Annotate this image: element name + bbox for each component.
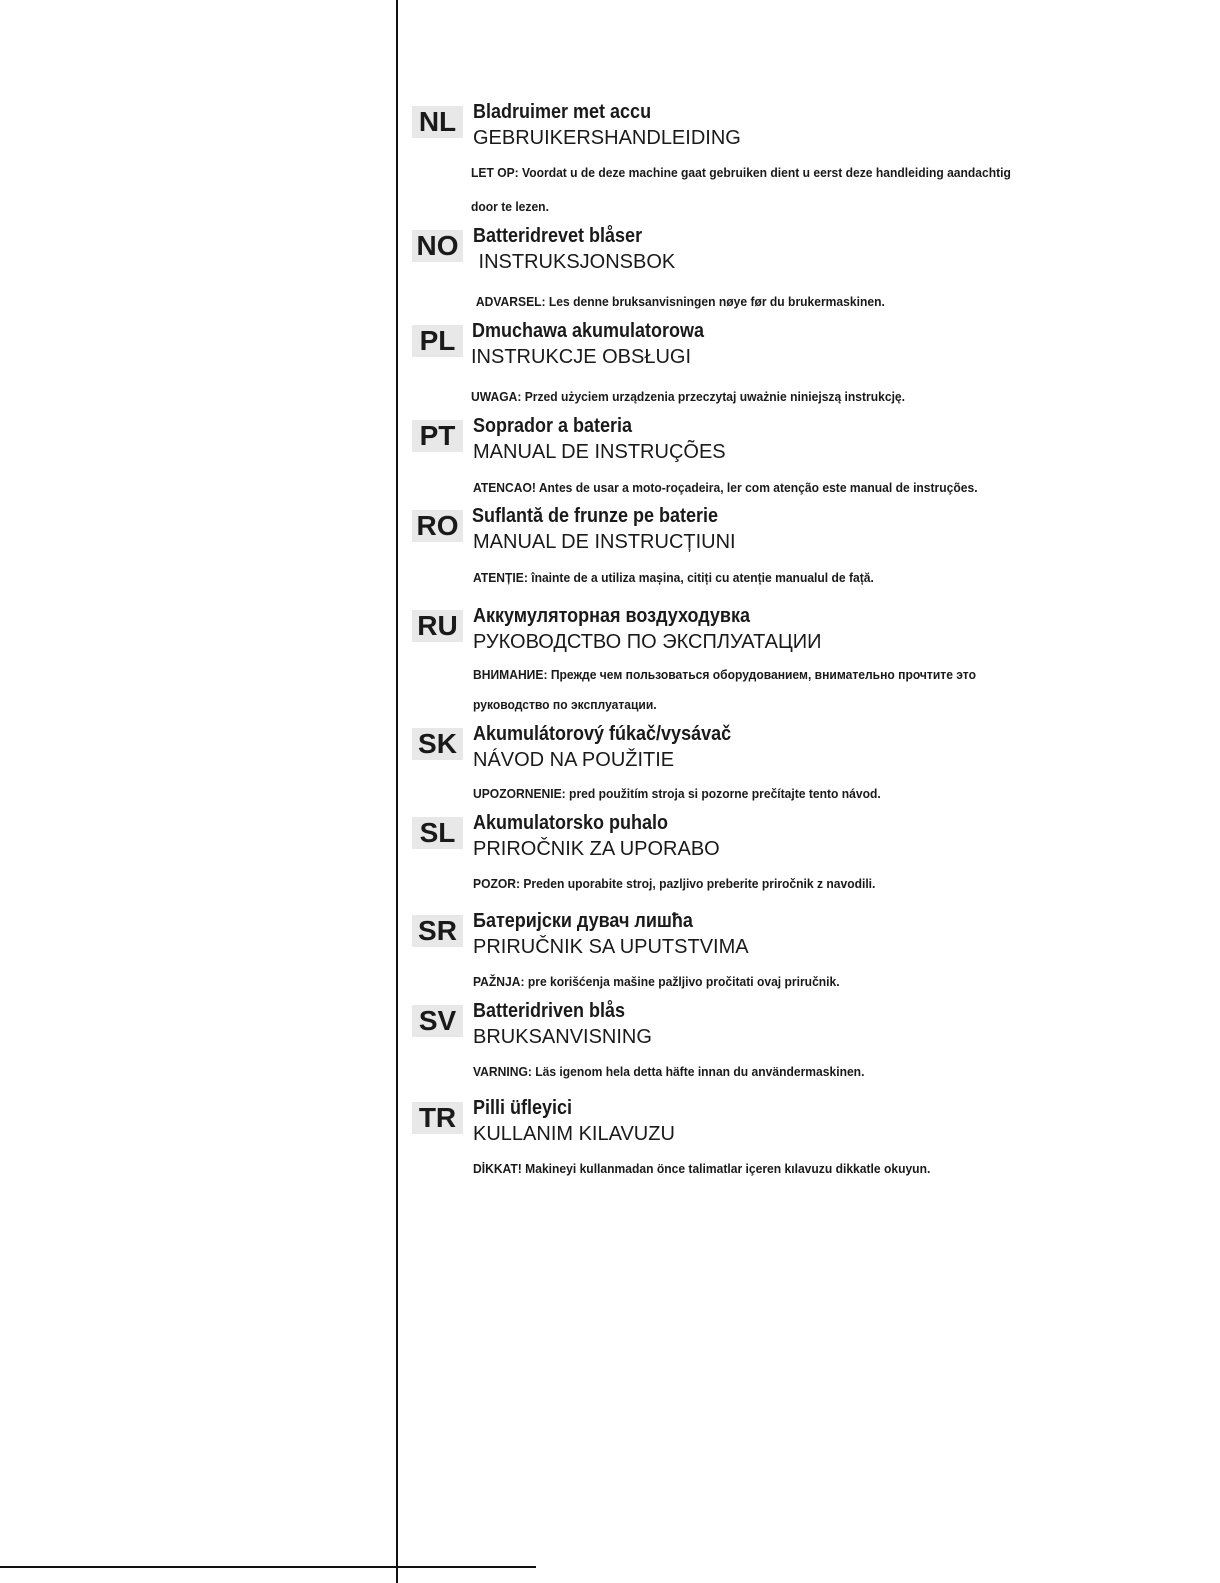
product-title: Akumulátorový fúkač/vysávač bbox=[473, 723, 732, 745]
warning-text: DİKKAT! Makineyi kullanmadan önce talimatlar içeren kılavuzu dikkatle okuyun. bbox=[473, 1161, 931, 1176]
language-code: TR bbox=[412, 1102, 463, 1134]
language-code: RO bbox=[412, 510, 463, 542]
page-divider-vertical bbox=[396, 0, 398, 1583]
warning-text: ATENȚIE: înainte de a utiliza mașina, citiți cu atenție manualul de față. bbox=[473, 570, 874, 585]
product-title: Batteridriven blås bbox=[473, 1000, 626, 1022]
manual-subtitle: NÁVOD NA POUŽITIE bbox=[473, 749, 675, 771]
warning-text: ADVARSEL: Les denne bruksanvisningen nøye før du brukermaskinen. bbox=[473, 294, 885, 309]
language-code: SL bbox=[412, 817, 463, 849]
manual-subtitle: PRIRUČNIK SA UPUTSTVIMA bbox=[473, 936, 749, 958]
warning-text: ATENCAO! Antes de usar a moto-roçadeira, ler com atenção este manual de instruções. bbox=[473, 480, 978, 495]
product-title: Batteridrevet blåser bbox=[473, 225, 643, 247]
language-code: SV bbox=[412, 1005, 463, 1037]
product-title: Akumulatorsko puhalo bbox=[473, 812, 669, 834]
warning-text: VARNING: Läs igenom hela detta häfte innan du användermaskinen. bbox=[473, 1064, 865, 1079]
warning-text: UWAGA: Przed użyciem urządzenia przeczytaj uważnie niniejszą instrukcję. bbox=[471, 389, 906, 404]
language-code: PL bbox=[412, 325, 463, 357]
warning-text: ВНИМАНИЕ: Прежде чем пользоваться оборудованием, внимательно прочтите это bbox=[473, 667, 976, 682]
warning-text-continued: руководство по эксплуатации. bbox=[473, 697, 657, 712]
language-code: NO bbox=[412, 230, 463, 262]
manual-subtitle: BRUKSANVISNING bbox=[473, 1026, 652, 1048]
product-title: Bladruimer met accu bbox=[473, 101, 652, 123]
manual-subtitle: MANUAL DE INSTRUÇÕES bbox=[473, 441, 726, 463]
manual-subtitle: PRIROČNIK ZA UPORABO bbox=[473, 838, 720, 860]
manual-subtitle: РУКОВОДСТВО ПО ЭКСПЛУАТАЦИИ bbox=[473, 631, 822, 653]
language-code: SR bbox=[412, 915, 463, 947]
language-code: PT bbox=[412, 420, 463, 452]
warning-text: UPOZORNENIE: pred použitím stroja si pozorne prečítajte tento návod. bbox=[473, 786, 881, 801]
manual-subtitle: KULLANIM KILAVUZU bbox=[473, 1123, 675, 1145]
product-title: Аккумуляторная воздуходувка bbox=[473, 605, 751, 627]
language-code: SK bbox=[412, 728, 463, 760]
manual-subtitle: GEBRUIKERSHANDLEIDING bbox=[473, 127, 741, 149]
warning-text: POZOR: Preden uporabite stroj, pazljivo preberite priročnik z navodili. bbox=[473, 876, 876, 891]
warning-text-continued: door te lezen. bbox=[471, 199, 549, 214]
product-title: Pilli üfleyici bbox=[473, 1097, 573, 1119]
language-code: RU bbox=[412, 610, 463, 642]
product-title: Батеријски дувач лишћа bbox=[473, 910, 693, 932]
language-code: NL bbox=[412, 106, 463, 138]
warning-text: LET OP: Voordat u de deze machine gaat gebruiken dient u eerst deze handleiding aandachtig bbox=[471, 165, 1011, 180]
manual-subtitle: INSTRUKSJONSBOK bbox=[473, 251, 676, 273]
page-divider-bottom bbox=[0, 1566, 536, 1568]
product-title: Suflantă de frunze pe baterie bbox=[472, 505, 719, 527]
warning-text: PAŽNJA: pre korišćenja mašine pažljivo pročitati ovaj priručnik. bbox=[473, 974, 840, 989]
product-title: Dmuchawa akumulatorowa bbox=[472, 320, 705, 342]
manual-subtitle: MANUAL DE INSTRUCȚIUNI bbox=[473, 531, 736, 553]
manual-subtitle: INSTRUKCJE OBSŁUGI bbox=[471, 346, 692, 368]
product-title: Soprador a bateria bbox=[473, 415, 633, 437]
